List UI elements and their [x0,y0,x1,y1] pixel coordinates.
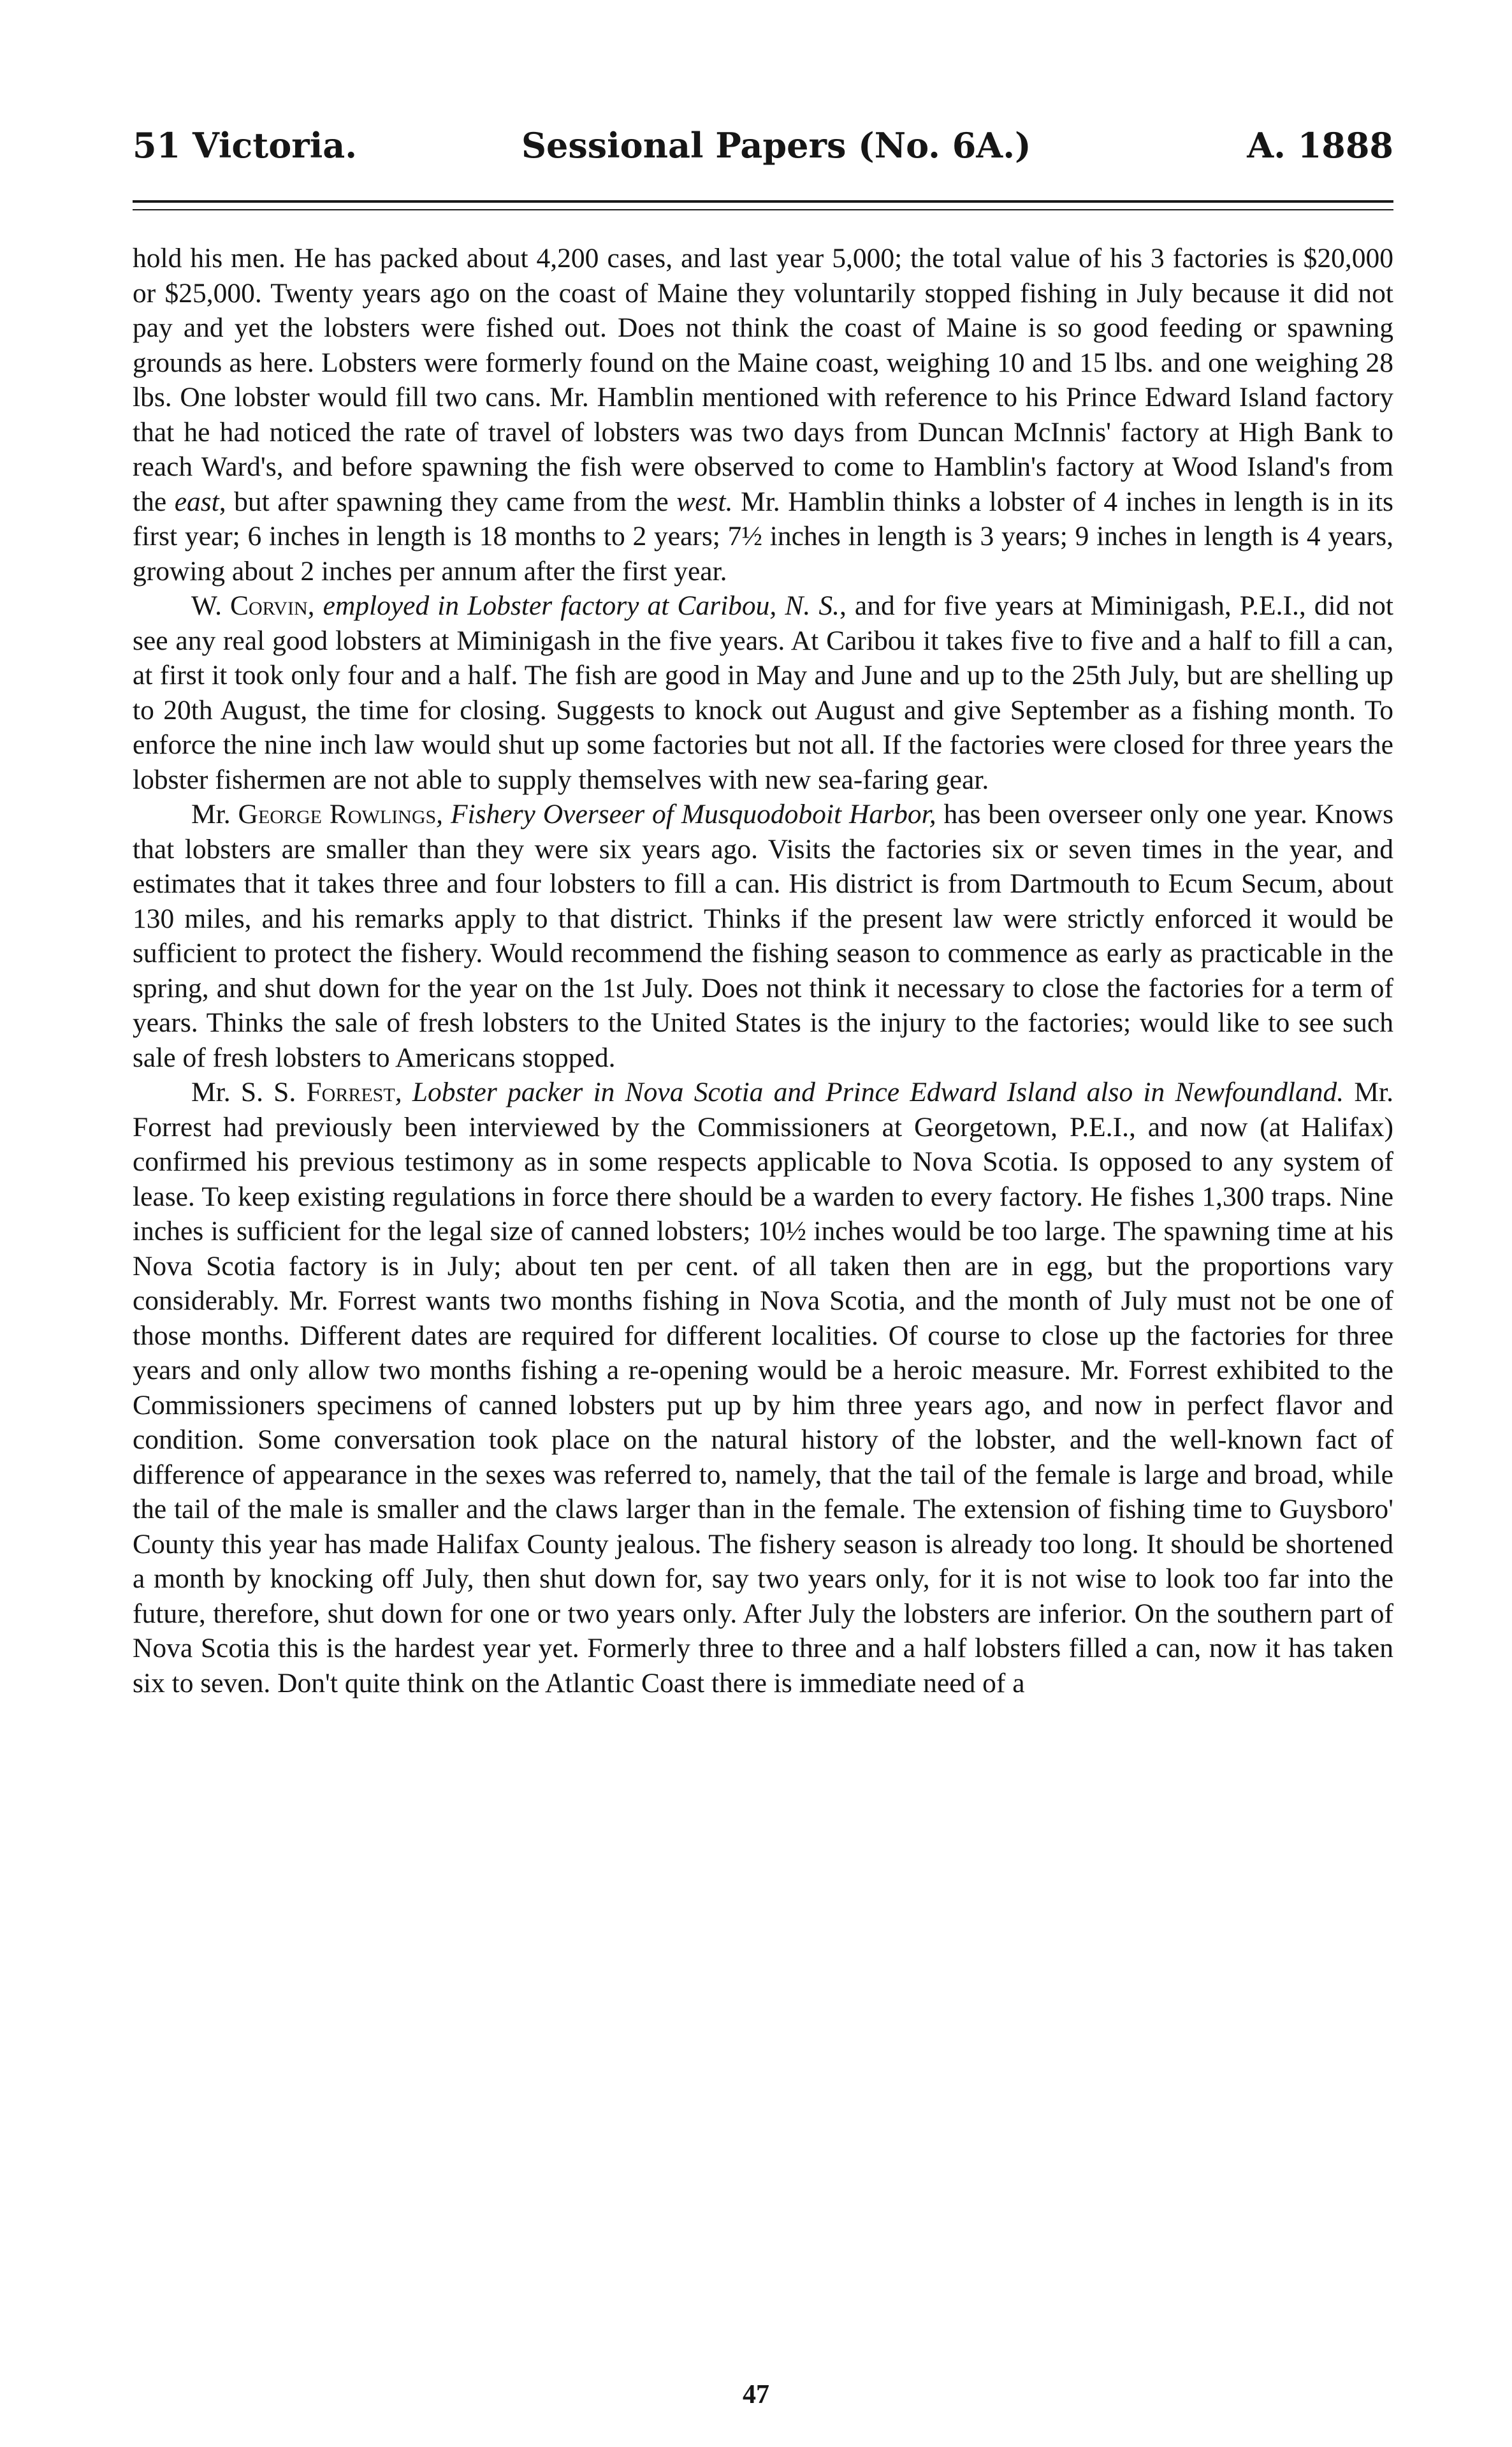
header-title: Sessional Papers (No. 6A.) [521,125,1031,166]
paragraph-rowlings: Mr. George Rowlings, Fishery Overseer of Musquodoboit Harbor, has been overseer only one year. Knows that lobsters are smaller than they were six years ago. Visits the factories six or seven times in the year, and estimates that it takes three and four lobsters to fill a can. His district is from Dartmouth to Ecum Secum, about 130 miles, and his remarks apply to that district. Thinks if the present law were strictly enforced it would be sufficient to protect the fishery. Would recommend the fishing season to commence as early as practicable in the spring, and shut down for the year on the 1st July. Does not think it necessary to close the factories for a term of years. Thinks the sale of fresh lobsters to the United States is the injury to the factories; would like to see such sale of fresh lobsters to Americans stopped. [133,799,1393,1073]
witness-name: George Rowlings [238,799,437,829]
body-text [133,241,1393,1700]
header-year: A. 1888 [1247,125,1393,166]
header-rule-thick [133,200,1393,203]
paragraph-hamblin-continued: hold his men. He has packed about 4,200 cases, and last year 5,000; the total value of his 3 factories is $20,000 or $25,000. Twenty years ago on the coast of Maine they voluntarily stopped fishing in July because it did not pay and yet the lobsters were fished out. Does not think the coast of Maine is so good feeding or spawning grounds as here. Lobsters were formerly found on the Maine coast, weighing 10 and 15 lbs. and one weighing 28 lbs. One lobster would fill two cans. Mr. Hamblin mentioned with reference to his Prince Edward Island factory that he had noticed the rate of travel of lobsters was two days from Duncan McInnis' factory at High Bank to reach Ward's, and before spawning the fish were observed to come to Hamblin's factory at Wood Island's from the east, but after spawning they came from the west. Mr. Hamblin thinks a lobster of 4 inches in length is in its first year; 6 inches in length is 18 months to 2 years; 7½ inches in length is 3 years; 9 inches in length is 4 years, growing about 2 inches per annum after the first year. [133,243,1393,587]
header-volume: 51 Victoria. [133,125,358,166]
header-rule-thin [133,209,1393,210]
running-header [133,125,1393,182]
paragraph-forrest: Mr. S. S. Forrest, Lobster packer in Nova Scotia and Prince Edward Island also in Newfoundland. Mr. Forrest had previously been interviewed by the Commissioners at Georgetown, P.E.I., and now (at Halifax) confirmed his previous testimony as in some respects applicable to Nova Scotia. Is opposed to any system of lease. To keep existing regulations in force there should be a warden to every factory. He fishes 1,300 traps. Nine inches is sufficient for the legal size of canned lobsters; 10½ inches would be too large. The spawning time at his Nova Scotia factory is in July; about ten per cent. of all taken then are in egg, but the proportions vary considerably. Mr. Forrest wants two months fishing in Nova Scotia, and the month of July must not be one of those months. Different dates are required for different localities. Of course to close up the factories for three years and only allow two months fishing a re-opening would be a heroic measure. Mr. Forrest exhibited to the Commissioners specimens of canned lobsters put up by him three years ago, and now in perfect flavor and condition. Some conversation took place on the natural history of the lobster, and the well-known fact of difference of appearance in the sexes was referred to, namely, that the tail of the female is large and broad, while the tail of the male is smaller and the claws larger than in the female. The extension of fishing time to Guysboro' County this year has made Halifax County jealous. The fishery season is already too long. It should be shortened a month by knocking off July, then shut down for, say two years only, for it is not wise to look too far into the future, therefore, shut down for one or two years only. After July the lobsters are inferior. On the southern part of Nova Scotia this is the hardest year yet. Formerly three to three and a half lobsters filled a can, now it has taken six to seven. Don't quite think on the Atlantic Coast there is immediate need of a [133,1077,1394,1698]
witness-name: Forrest [306,1077,395,1107]
witness-name: W. Corvin [191,590,308,621]
page-number: 47 [743,2380,769,2409]
paragraph-corvin: W. Corvin, employed in Lobster factory at Caribou, N. S., and for five years at Miminigash, P.E.I., did not see any real good lobsters at Miminigash in the five years. At Caribou it takes five to five and a half to fill a can, at first it took only four and a half. The fish are good in May and June and up to the 25th July, but are shelling up to 20th August, the time for closing. Suggests to knock out August and give September as a fishing month. To enforce the nine inch law would shut up some factories but not all. If the factories were closed for three years the lobster fishermen are not able to supply themselves with new sea-faring gear. [133,590,1394,795]
